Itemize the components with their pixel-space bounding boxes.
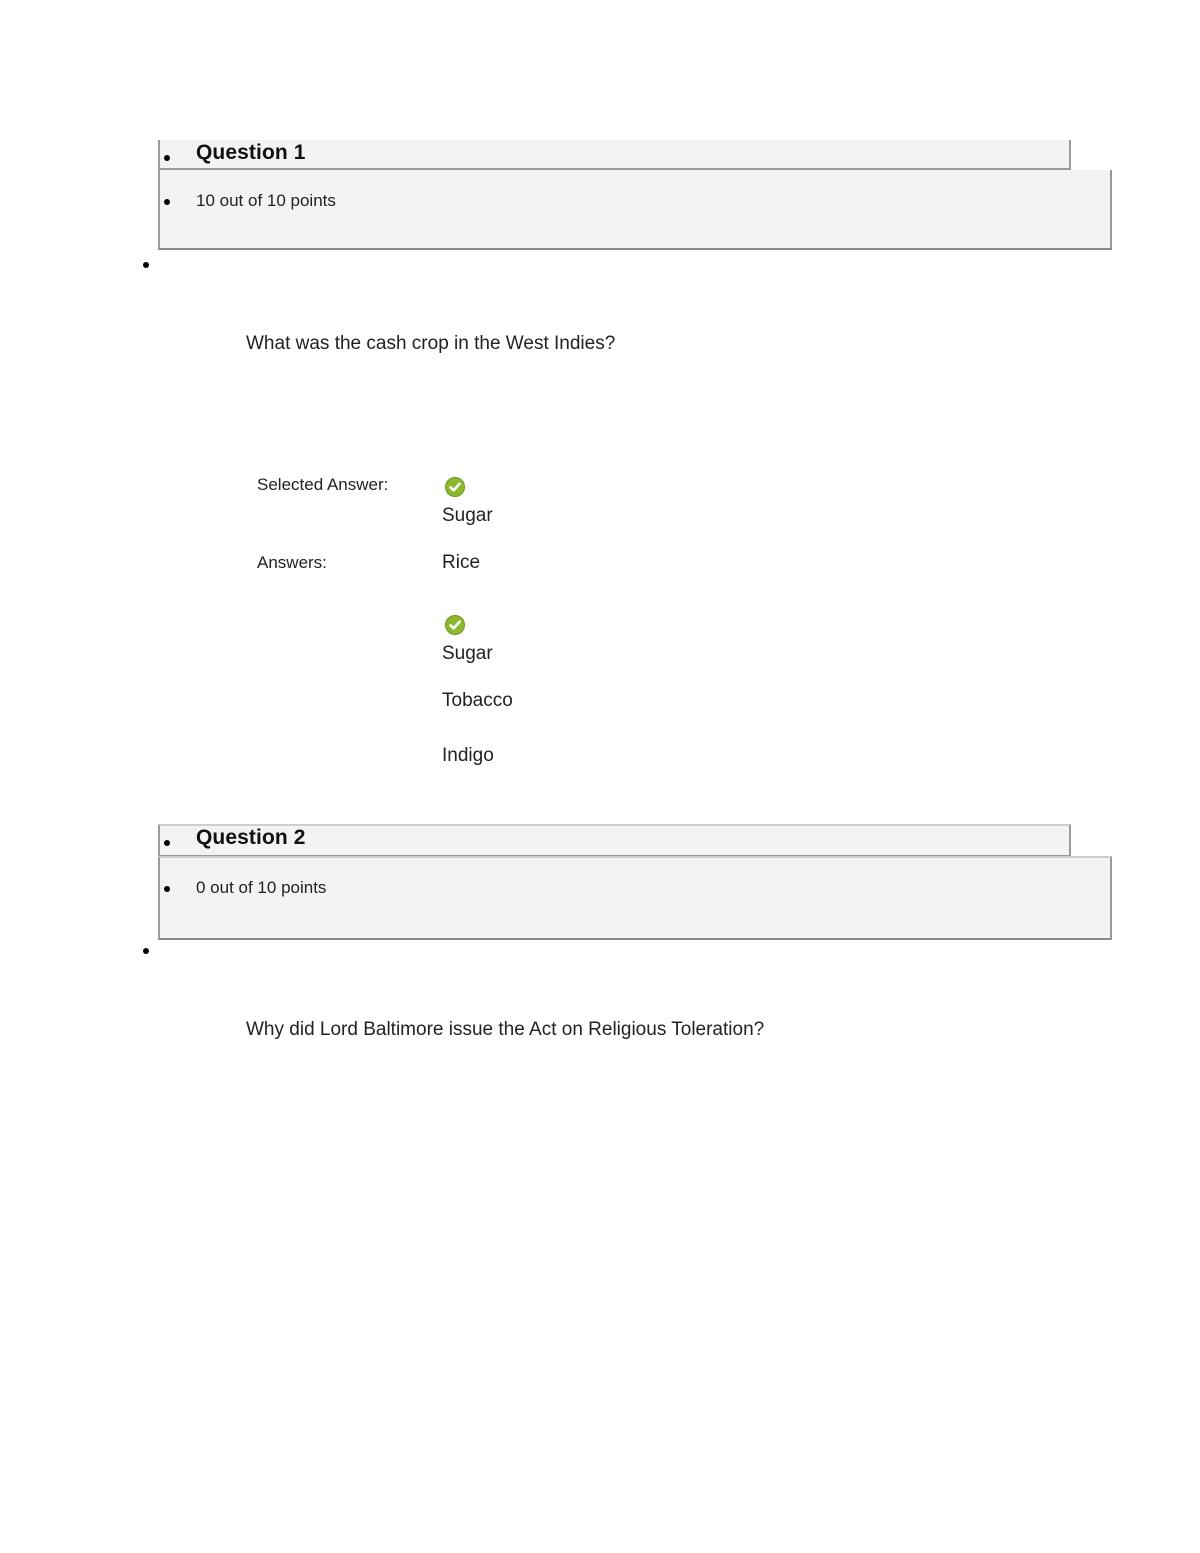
check-circle-icon — [445, 477, 465, 497]
bullet-icon — [143, 948, 149, 954]
question-2-title: Question 2 — [196, 826, 306, 849]
question-2-text: Why did Lord Baltimore issue the Act on Religious Toleration? — [246, 1019, 765, 1040]
answer-option: Indigo — [442, 745, 494, 766]
question-1-score: 10 out of 10 points — [196, 191, 336, 210]
selected-answer-label: Selected Answer: — [257, 475, 389, 494]
question-1-text: What was the cash crop in the West Indies? — [246, 333, 616, 354]
answers-label: Answers: — [257, 553, 327, 572]
check-circle-icon — [445, 615, 465, 635]
bullet-icon — [164, 199, 170, 205]
answer-option: Tobacco — [442, 690, 513, 711]
answer-option-correct: Sugar — [442, 643, 493, 664]
question-2-score: 0 out of 10 points — [196, 878, 327, 897]
bullet-icon — [164, 155, 170, 161]
selected-answer-value: Sugar — [442, 505, 493, 526]
bullet-icon — [164, 886, 170, 892]
question-2-points-panel — [158, 856, 1112, 940]
answer-option: Rice — [442, 552, 481, 573]
question-1-title: Question 1 — [196, 141, 306, 164]
bullet-icon — [164, 840, 170, 846]
bullet-icon — [143, 262, 149, 268]
